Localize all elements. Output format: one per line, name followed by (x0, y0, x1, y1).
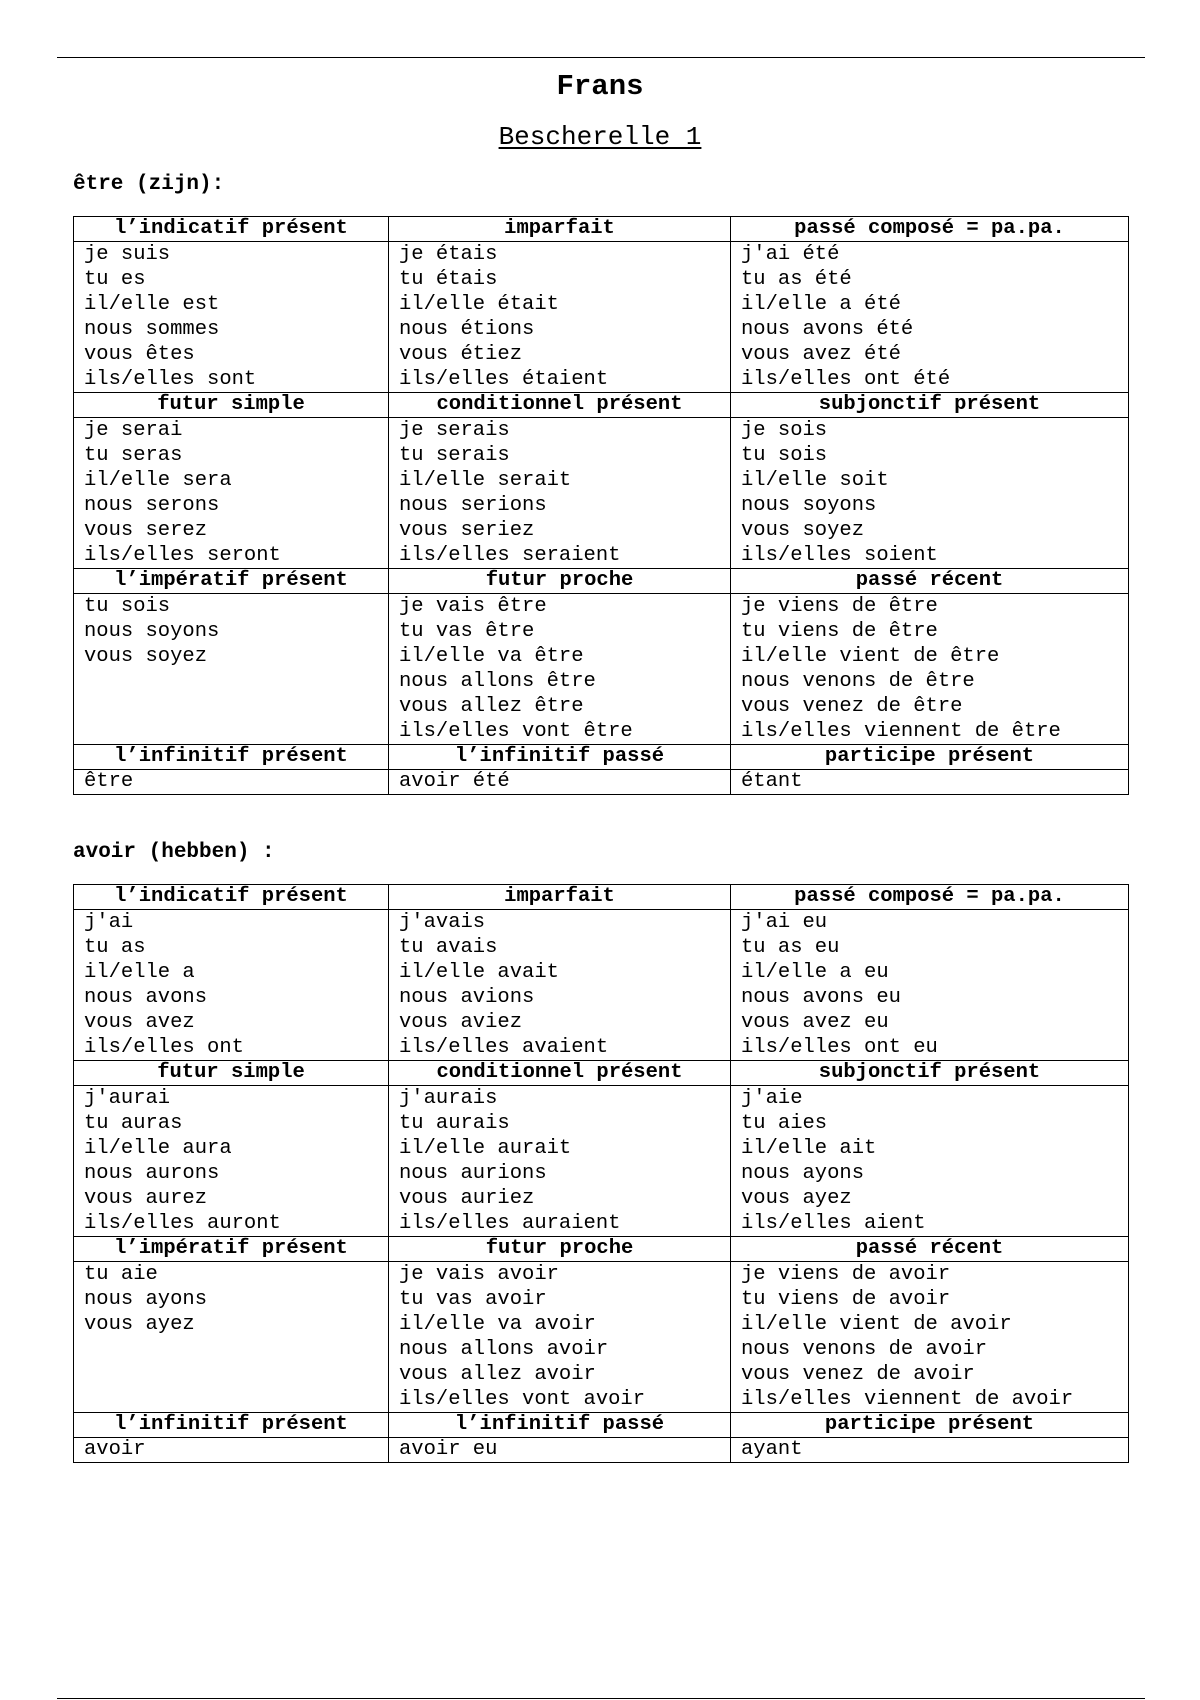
verb-form: nous avons eu (741, 986, 901, 1009)
verb-form: ils/elles viennent de être (741, 720, 1061, 743)
verb-form: tu étais (399, 268, 498, 291)
verb-form: je viens de être (741, 595, 938, 618)
verb-form: je serais (399, 419, 510, 442)
verb-form: j'aurais (399, 1087, 498, 1110)
verb-form: il/elle est (84, 293, 220, 316)
tense-header: passé composé = pa.pa. (731, 885, 1129, 910)
verb-form: il/elle serait (399, 469, 572, 492)
conjugation-cell (389, 1086, 731, 1237)
verb-form: nous allons être (399, 670, 596, 693)
conjugation-cell (731, 1086, 1129, 1237)
verb-form: ils/elles vont être (399, 720, 633, 743)
conjugation-cell (731, 418, 1129, 569)
tense-header: l’infinitif passé (389, 745, 731, 770)
conjugation-row (74, 910, 1129, 1061)
conjugation-row (74, 418, 1129, 569)
verb-form: avoir eu (399, 1438, 498, 1461)
verb-form: tu serais (399, 444, 510, 467)
verb-form: nous sommes (84, 318, 220, 341)
tense-header: subjonctif présent (731, 1061, 1129, 1086)
verb-form: je sois (741, 419, 828, 442)
verb-form: étant (741, 770, 803, 793)
verb-form: il/elle a eu (741, 961, 889, 984)
tense-header-row (74, 1413, 1129, 1438)
verb-form: nous avions (399, 986, 535, 1009)
verb-form: il/elle va être (399, 645, 584, 668)
conjugation-cell (74, 594, 389, 745)
tense-header: imparfait (389, 217, 731, 242)
verb-form: tu vas avoir (399, 1288, 547, 1311)
verb-form: il/elle a été (741, 293, 901, 316)
page-subtitle (0, 122, 1200, 152)
conjugation-cell (731, 242, 1129, 393)
verb-form: je vais être (399, 595, 547, 618)
conjugation-row (74, 1438, 1129, 1463)
verb-form: il/elle soit (741, 469, 889, 492)
tense-header: l’infinitif présent (74, 1413, 389, 1438)
tense-header: l’infinitif passé (389, 1413, 731, 1438)
top-rule (57, 57, 1145, 58)
conjugation-cell (74, 1086, 389, 1237)
tense-header-row (74, 1237, 1129, 1262)
verb-form: ils/elles étaient (399, 368, 609, 391)
verb-form: ils/elles avaient (399, 1036, 609, 1059)
tense-header: subjonctif présent (731, 393, 1129, 418)
verb-form: vous allez avoir (399, 1363, 596, 1386)
verb-form: il/elle sera (84, 469, 232, 492)
conjugation-cell (389, 770, 731, 795)
verb-form: tu aie (84, 1263, 158, 1286)
verb-form: nous étions (399, 318, 535, 341)
verb-form: vous aviez (399, 1011, 523, 1034)
verb-form: ils/elles soient (741, 544, 938, 567)
verb-form: il/elle avait (399, 961, 559, 984)
verb-form: nous soyons (741, 494, 877, 517)
verb-form: il/elle aurait (399, 1137, 572, 1160)
tense-header-row (74, 1061, 1129, 1086)
verb-form: vous seriez (399, 519, 535, 542)
verb-form: tu as eu (741, 936, 840, 959)
conjugation-row (74, 1086, 1129, 1237)
conjugation-cell (731, 770, 1129, 795)
tense-header: l’infinitif présent (74, 745, 389, 770)
verb-form: j'ai (84, 911, 134, 934)
conjugation-table-avoir (73, 884, 1129, 1463)
tense-header-row (74, 885, 1129, 910)
verb-form: il/elle ait (741, 1137, 877, 1160)
verb-form: je étais (399, 243, 498, 266)
conjugation-cell (74, 1262, 389, 1413)
verb-form: ils/elles ont (84, 1036, 244, 1059)
verb-form: vous soyez (84, 645, 208, 668)
conjugation-cell (731, 1438, 1129, 1463)
verb-form: vous soyez (741, 519, 865, 542)
tense-header: futur proche (389, 569, 731, 594)
verb-form: ils/elles seront (84, 544, 281, 567)
tense-header: conditionnel présent (389, 393, 731, 418)
verb-form: ils/elles aient (741, 1212, 926, 1235)
verb-form: être (84, 770, 134, 793)
verb-form: avoir été (399, 770, 510, 793)
conjugation-table-etre (73, 216, 1129, 795)
verb-form: tu es (84, 268, 146, 291)
conjugation-cell (74, 418, 389, 569)
verb-form: vous aurez (84, 1187, 208, 1210)
verb-form: tu vas être (399, 620, 535, 643)
verb-form: vous avez eu (741, 1011, 889, 1034)
conjugation-cell (389, 594, 731, 745)
verb-form: j'avais (399, 911, 486, 934)
tense-header: passé composé = pa.pa. (731, 217, 1129, 242)
verb-form: nous soyons (84, 620, 220, 643)
conjugation-cell (389, 1262, 731, 1413)
verb-form: il/elle vient de avoir (741, 1313, 1012, 1336)
verb-form: vous ayez (84, 1313, 195, 1336)
tense-header: futur proche (389, 1237, 731, 1262)
verb-form: nous avons (84, 986, 208, 1009)
conjugation-row (74, 770, 1129, 795)
verb-form: nous venons de avoir (741, 1338, 988, 1361)
tense-header: l’indicatif présent (74, 217, 389, 242)
table-body (74, 217, 1129, 795)
verb-form: j'ai été (741, 243, 840, 266)
verb-form: vous allez être (399, 695, 584, 718)
verb-form: ils/elles ont eu (741, 1036, 938, 1059)
conjugation-cell (389, 242, 731, 393)
tense-header-row (74, 393, 1129, 418)
verb-form: tu viens de avoir (741, 1288, 951, 1311)
verb-form: vous venez de avoir (741, 1363, 975, 1386)
verb-form: j'aie (741, 1087, 803, 1110)
verb-form: vous serez (84, 519, 208, 542)
verb-form: vous étiez (399, 343, 523, 366)
tense-header: passé récent (731, 569, 1129, 594)
verb-form: j'ai eu (741, 911, 828, 934)
verb-form: vous ayez (741, 1187, 852, 1210)
verb-form: tu aies (741, 1112, 828, 1135)
tense-header: futur simple (74, 1061, 389, 1086)
verb-form: tu as (84, 936, 146, 959)
verb-form: ils/elles ont été (741, 368, 951, 391)
verb-form: vous avez (84, 1011, 195, 1034)
verb-form: ils/elles vont avoir (399, 1388, 646, 1411)
verb-form: vous avez été (741, 343, 901, 366)
tense-header: imparfait (389, 885, 731, 910)
verb-form: nous ayons (741, 1162, 865, 1185)
verb-form: tu sois (84, 595, 171, 618)
verb-form: ils/elles sont (84, 368, 257, 391)
verb-form: j'aurai (84, 1087, 171, 1110)
verb-form: ils/elles auraient (399, 1212, 621, 1235)
verb-form: nous avons été (741, 318, 914, 341)
tense-header: l’impératif présent (74, 569, 389, 594)
page-title: Frans (556, 70, 644, 103)
verb-form: nous serions (399, 494, 547, 517)
verb-form: vous venez de être (741, 695, 963, 718)
verb-form: nous venons de être (741, 670, 975, 693)
verb-form: tu seras (84, 444, 183, 467)
conjugation-row (74, 1262, 1129, 1413)
verb-form: tu aurais (399, 1112, 510, 1135)
conjugation-cell (74, 770, 389, 795)
tense-header-row (74, 745, 1129, 770)
verb-form: tu auras (84, 1112, 183, 1135)
conjugation-row (74, 242, 1129, 393)
verb-form: tu viens de être (741, 620, 938, 643)
conjugation-cell (389, 910, 731, 1061)
verb-form: nous aurons (84, 1162, 220, 1185)
conjugation-cell (74, 910, 389, 1061)
verb-form: nous aurions (399, 1162, 547, 1185)
verb-form: il/elle était (399, 293, 559, 316)
verb-heading-etre: être (zijn): (73, 173, 225, 196)
verb-form: tu as été (741, 268, 852, 291)
tense-header: conditionnel présent (389, 1061, 731, 1086)
conjugation-cell (731, 594, 1129, 745)
verb-form: je vais avoir (399, 1263, 559, 1286)
tense-header: l’indicatif présent (74, 885, 389, 910)
verb-form: il/elle va avoir (399, 1313, 596, 1336)
verb-form: je suis (84, 243, 171, 266)
tense-header: participe présent (731, 1413, 1129, 1438)
tense-header: futur simple (74, 393, 389, 418)
verb-form: il/elle vient de être (741, 645, 1000, 668)
verb-form: il/elle a (84, 961, 195, 984)
conjugation-cell (389, 418, 731, 569)
verb-form: ils/elles seraient (399, 544, 621, 567)
conjugation-cell (74, 242, 389, 393)
tense-header: passé récent (731, 1237, 1129, 1262)
conjugation-cell (731, 1262, 1129, 1413)
verb-form: vous êtes (84, 343, 195, 366)
conjugation-cell (389, 1438, 731, 1463)
verb-form: nous serons (84, 494, 220, 517)
verb-heading-avoir: avoir (hebben) : (73, 841, 275, 864)
conjugation-cell (731, 910, 1129, 1061)
verb-form: nous allons avoir (399, 1338, 609, 1361)
verb-form: tu sois (741, 444, 828, 467)
verb-form: avoir (84, 1438, 146, 1461)
verb-form: il/elle aura (84, 1137, 232, 1160)
verb-form: je viens de avoir (741, 1263, 951, 1286)
bottom-rule (57, 1698, 1145, 1699)
verb-form: je serai (84, 419, 183, 442)
conjugation-cell (74, 1438, 389, 1463)
verb-form: ils/elles viennent de avoir (741, 1388, 1074, 1411)
verb-form: vous auriez (399, 1187, 535, 1210)
verb-form: nous ayons (84, 1288, 208, 1311)
conjugation-row (74, 594, 1129, 745)
subtitle-text: Bescherelle 1 (498, 122, 702, 152)
table-body (74, 885, 1129, 1463)
verb-form: ayant (741, 1438, 803, 1461)
tense-header: l’impératif présent (74, 1237, 389, 1262)
verb-form: tu avais (399, 936, 498, 959)
tense-header-row (74, 217, 1129, 242)
tense-header-row (74, 569, 1129, 594)
verb-form: ils/elles auront (84, 1212, 281, 1235)
tense-header: participe présent (731, 745, 1129, 770)
